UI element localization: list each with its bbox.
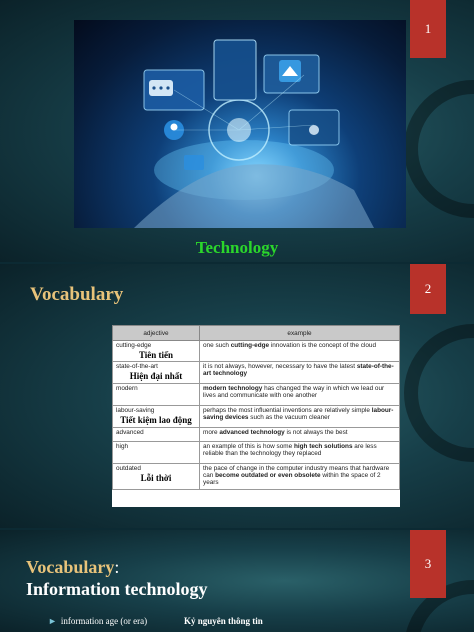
vietnamese-translation: Hiện đại nhất	[129, 371, 183, 381]
example-text-pre: more	[203, 429, 220, 436]
example-text-bold: high tech solutions	[293, 443, 353, 450]
decor-ring	[404, 324, 474, 462]
example-cell	[200, 384, 400, 406]
example-text-pre: it is not always, however, necessary to have the latest	[203, 363, 357, 370]
table-row	[113, 464, 400, 490]
example-text-pre: an example of this is how some	[203, 443, 294, 450]
example-cell	[200, 406, 400, 428]
table-row	[113, 362, 400, 384]
table-row	[113, 406, 400, 428]
example-text-pre: perhaps the most influential inventions are relatively simple	[203, 407, 372, 414]
adjective-cell	[113, 428, 200, 442]
slide-number: 1	[410, 0, 446, 58]
bullet-english: information age (or era)	[60, 616, 148, 626]
example-text-post: are less reliable than the technology they replaced	[203, 443, 377, 457]
bullet-arrow-icon: ►	[48, 616, 57, 626]
slide-title: Vocabulary	[30, 284, 124, 305]
technology-image	[74, 20, 406, 228]
example-text-post: within the space of 2 years	[203, 472, 381, 486]
example-cell	[200, 341, 400, 362]
adjective-term: high	[116, 443, 129, 450]
adjective-term: labour-saving	[116, 407, 155, 414]
slide-title: Technology	[195, 238, 279, 257]
technology-illustration	[74, 20, 406, 228]
table-row	[113, 428, 400, 442]
decor-ring	[404, 80, 474, 218]
vietnamese-translation: Lỗi thời	[140, 473, 172, 483]
adjective-term: modern	[116, 385, 138, 392]
example-text-bold: state-of-the-art technology	[203, 363, 394, 377]
example-text-post: innovation is the concept of the cloud	[269, 342, 376, 349]
adjective-cell	[113, 341, 200, 362]
example-text-bold: advanced technology	[219, 429, 285, 436]
title-part-1: Vocabulary	[26, 557, 115, 577]
example-cell	[200, 362, 400, 384]
adjective-term: state-of-the-art	[116, 363, 158, 370]
table-row	[113, 384, 400, 406]
vietnamese-translation: Tiên tiến	[138, 350, 174, 360]
adjective-cell	[113, 464, 200, 490]
table-row	[113, 442, 400, 464]
slide-number: 2	[410, 264, 446, 314]
adjective-term: advanced	[116, 429, 144, 436]
example-cell	[200, 464, 400, 490]
example-text-bold: cutting-edge	[230, 342, 270, 349]
example-text-pre: the pace of change in the computer industry means that hardware can	[203, 465, 390, 479]
example-cell	[200, 442, 400, 464]
slide-3	[0, 530, 474, 632]
adjective-cell	[113, 406, 200, 428]
slide-1	[0, 0, 474, 262]
example-text-post: such as the vacuum cleaner	[248, 414, 330, 421]
slide-2	[0, 264, 474, 528]
title-part-2: Information technology	[26, 579, 208, 599]
slide-number: 3	[410, 530, 446, 598]
example-text-bold: become outdated or even obsolete	[215, 472, 321, 479]
vietnamese-translation: Tiết kiệm lao động	[120, 415, 192, 425]
example-text-bold: labour-saving devices	[203, 407, 394, 421]
adjective-cell	[113, 442, 200, 464]
example-text-pre: one such	[203, 342, 231, 349]
table-row	[113, 341, 400, 362]
example-cell	[200, 428, 400, 442]
vocabulary-table	[112, 325, 400, 507]
example-text-post: is not always the best	[284, 429, 348, 436]
adjective-term: outdated	[116, 465, 141, 472]
column-header-example: example	[200, 326, 400, 341]
slide-title	[26, 556, 208, 600]
bullet-vietnamese: Kỷ nguyên thông tin	[184, 616, 263, 626]
example-text-bold: modern technology	[203, 385, 263, 392]
example-text-post: has changed the way in which we lead our lives and communicate with one another	[203, 385, 385, 399]
title-colon: :	[114, 557, 120, 577]
adjective-cell	[113, 384, 200, 406]
bullet-item	[48, 616, 263, 626]
adjective-term: cutting-edge	[116, 342, 152, 349]
column-header-adjective: adjective	[113, 326, 200, 341]
adjective-cell	[113, 362, 200, 384]
